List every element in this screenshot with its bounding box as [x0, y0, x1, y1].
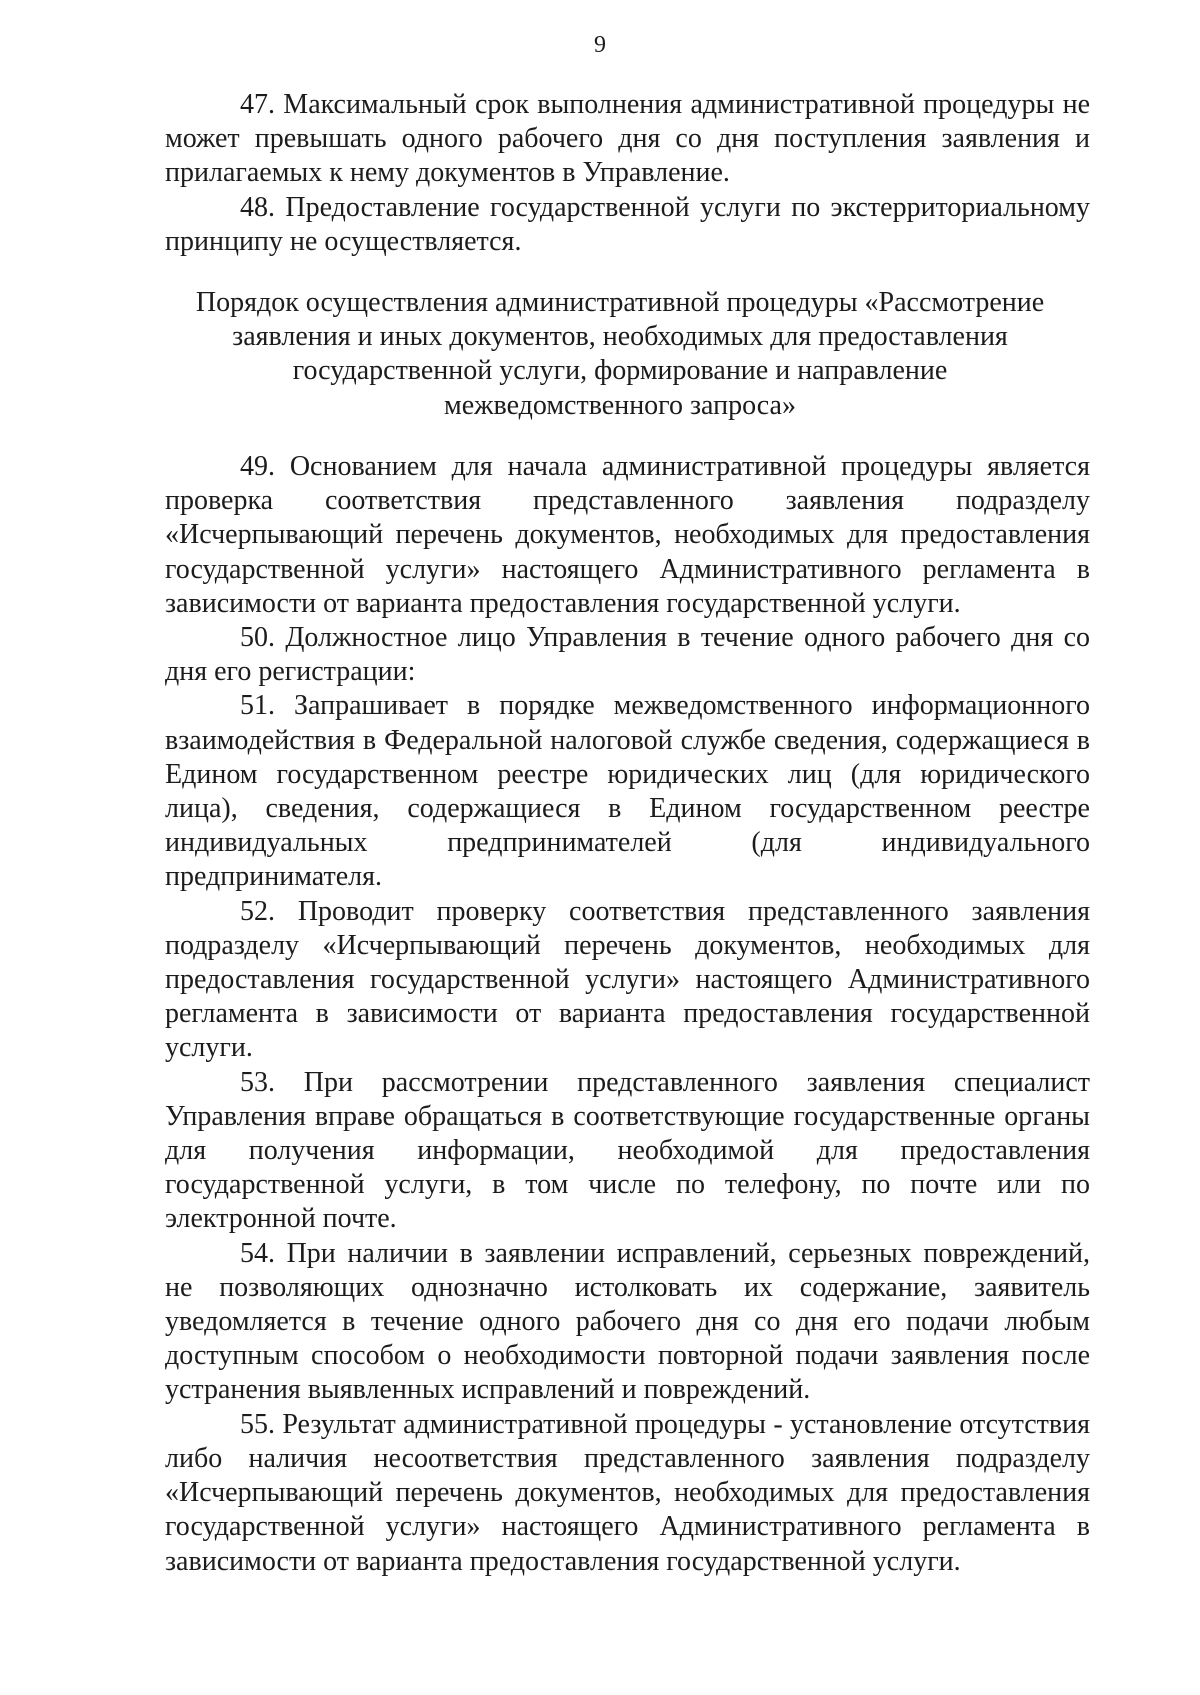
- paragraph-47: 47. Максимальный срок выполнения административной процедуры не может превышать одного рабочего дня со дня поступления заявления и прилагаемых к нему документов в Управление.: [165, 89, 1090, 189]
- paragraph-48: 48. Предоставление государственной услуги по экстерриториальному принципу не осуществляется.: [165, 191, 1090, 257]
- section-1: [165, 88, 1090, 259]
- paragraph-55: 55. Результат административной процедуры - установление отсутствия либо наличия несоответствия представленного заявления подразделу «Исчерпывающий перечень документов, необходимых для предоставления государственной услуги» настоящего Административного регламента в зависимости от варианта предоставления государственной услуги.: [165, 1408, 1090, 1577]
- paragraph-51: 51. Запрашивает в порядке межведомственного информационного взаимодействия в Федеральной налоговой службе сведения, содержащиеся в Едином государственном реестре юридических лиц (для юридического лица), сведения, содержащиеся в Едином государственном реестре индивидуальных предпринимателей (для индивидуального предпринимателя.: [165, 690, 1090, 893]
- page-number: 9: [594, 32, 606, 58]
- paragraph-49: 49. Основанием для начала административной процедуры является проверка соответствия представленного заявления подразделу «Исчерпывающий перечень документов, необходимых для предоставления государственной услуги» настоящего Административного регламента в зависимости от варианта предоставления государственной услуги.: [165, 451, 1090, 619]
- paragraph-52: 52. Проводит проверку соответствия представленного заявления подразделу «Исчерпывающий перечень документов, необходимых для предоставления государственной услуги» настоящего Административного регламента в зависимости от варианта предоставления государственной услуги.: [165, 895, 1090, 1064]
- section-2: [165, 450, 1090, 1579]
- section-heading-block: [175, 286, 1065, 423]
- paragraph-53: 53. При рассмотрении представленного заявления специалист Управления вправе обращаться в соответствующие государственные органы для получения информации, необходимой для предоставления государственной услуги, в том числе по телефону, по почте или по электронной почте.: [165, 1066, 1090, 1235]
- paragraph-50: 50. Должностное лицо Управления в течение одного рабочего дня со дня его регистрации:: [165, 622, 1090, 688]
- paragraph-54: 54. При наличии в заявлении исправлений, серьезных повреждений, не позволяющих однозначно истолковать их содержание, заявитель уведомляется в течение одного рабочего дня со дня его подачи любым доступным способом о необходимости повторной подачи заявления после устранения выявленных исправлений и повреждений.: [165, 1237, 1090, 1406]
- section-heading: Порядок осуществления административной процедуры «Рассмотрение заявления и иных документов, необходимых для предоставления государственной услуги, формирование и направление межведомственного запроса»: [195, 287, 1045, 421]
